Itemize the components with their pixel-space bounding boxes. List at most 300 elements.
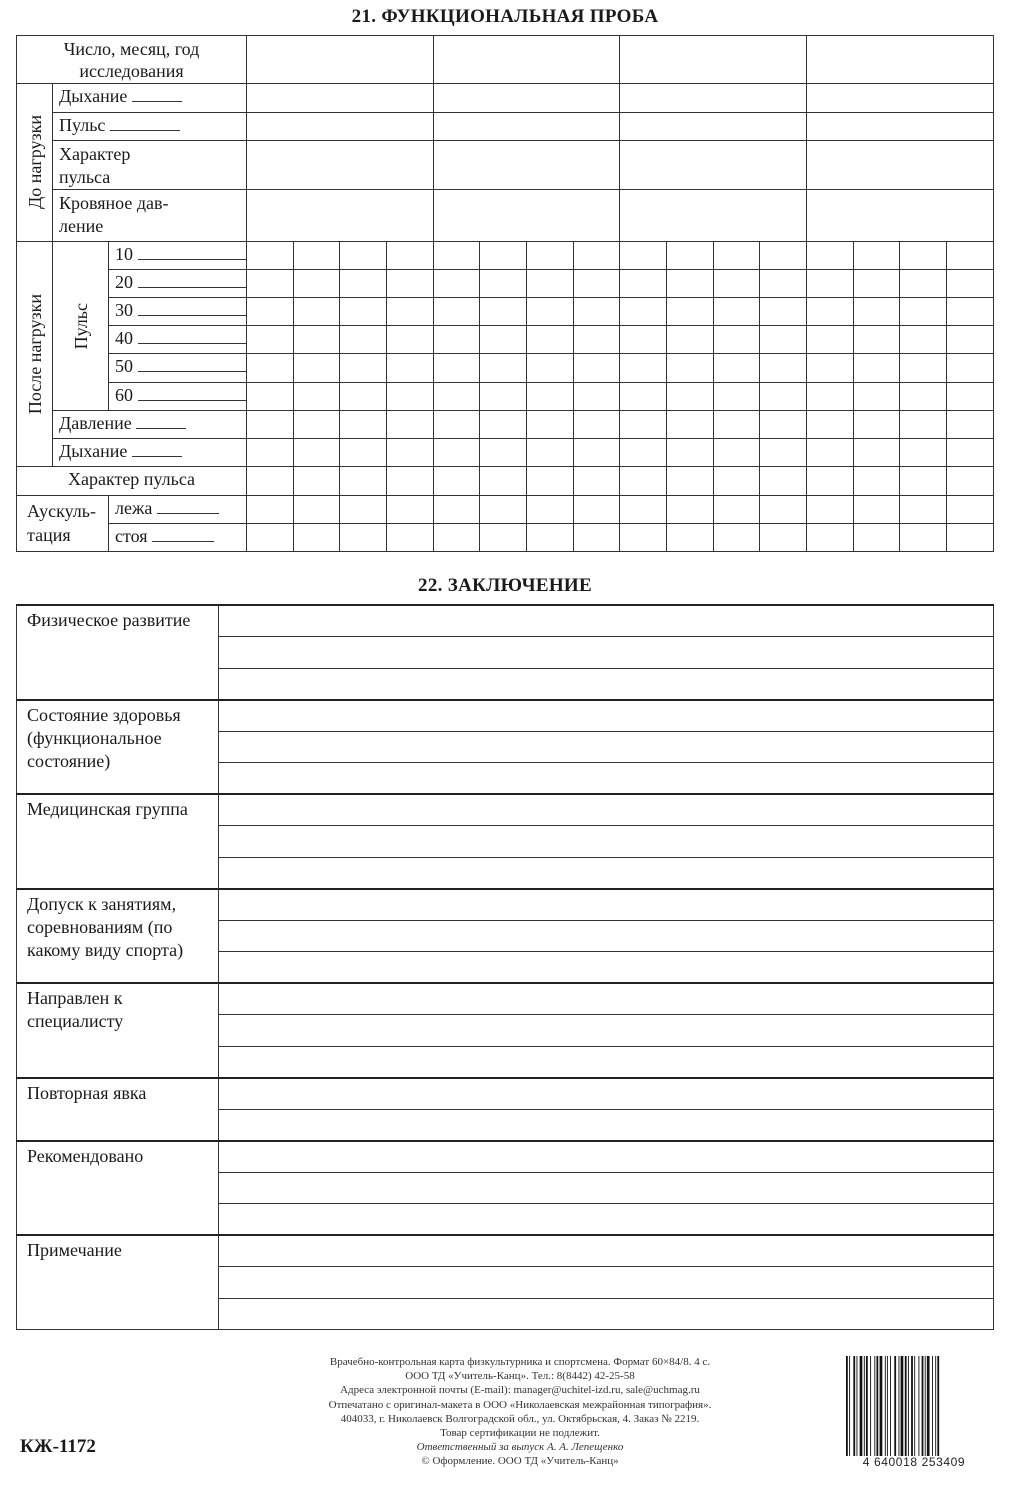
narrow-value-cell[interactable] — [480, 269, 527, 297]
narrow-value-cell[interactable] — [947, 382, 994, 410]
narrow-value-cell[interactable] — [900, 410, 947, 438]
narrow-value-cell[interactable] — [900, 523, 947, 551]
narrow-value-cell[interactable] — [573, 354, 620, 382]
narrow-value-cell[interactable] — [713, 241, 760, 269]
narrow-value-cell[interactable] — [900, 354, 947, 382]
before-pulse-label-cell — [53, 112, 247, 140]
narrow-value-cell[interactable] — [480, 523, 527, 551]
narrow-value-cell[interactable] — [293, 523, 340, 551]
narrow-value-cell[interactable] — [713, 382, 760, 410]
narrow-value-cell[interactable] — [900, 298, 947, 326]
narrow-value-cell[interactable] — [900, 495, 947, 523]
narrow-value-cell[interactable] — [900, 467, 947, 495]
narrow-value-cell[interactable] — [340, 354, 387, 382]
narrow-value-cell[interactable] — [760, 410, 807, 438]
narrow-value-cell[interactable] — [853, 439, 900, 467]
narrow-value-cell[interactable] — [853, 269, 900, 297]
auscultation-label: Аускуль-тация — [27, 500, 96, 545]
narrow-value-cell[interactable] — [247, 382, 294, 410]
conclusion-label: Состояние здоровья (функциональное состояние) — [27, 704, 181, 771]
narrow-value-cell[interactable] — [760, 439, 807, 467]
narrow-value-cell[interactable] — [807, 495, 854, 523]
narrow-value-cell[interactable] — [293, 382, 340, 410]
date-header-label: Число, месяц, год исследования — [63, 38, 200, 81]
underline — [138, 299, 247, 316]
conclusion-write-line[interactable] — [219, 1015, 994, 1047]
conclusion-write-line[interactable] — [219, 857, 994, 889]
imprint-line: Адреса электронной почты (E-mail): manager@uchitel-izd.ru, sale@uchmag.ru — [340, 1384, 700, 1397]
narrow-value-cell[interactable] — [713, 298, 760, 326]
narrow-value-cell[interactable] — [433, 326, 480, 354]
narrow-value-cell[interactable] — [340, 241, 387, 269]
narrow-value-cell[interactable] — [433, 439, 480, 467]
conclusion-label-cell — [17, 700, 219, 795]
narrow-value-cell[interactable] — [387, 467, 434, 495]
after-pulse-60-cell — [109, 382, 247, 410]
narrow-value-cell[interactable] — [340, 410, 387, 438]
barcode-bar — [922, 1356, 924, 1456]
value-cell[interactable] — [807, 190, 994, 241]
narrow-value-cell[interactable] — [527, 382, 574, 410]
narrow-value-cell[interactable] — [387, 382, 434, 410]
narrow-value-cell[interactable] — [807, 410, 854, 438]
barcode-bar — [901, 1356, 904, 1456]
narrow-value-cell[interactable] — [760, 326, 807, 354]
barcode-bar — [932, 1356, 933, 1456]
narrow-value-cell[interactable] — [713, 326, 760, 354]
narrow-value-cell[interactable] — [760, 298, 807, 326]
barcode-bar — [874, 1356, 875, 1456]
imprint-line: Товар сертификации не подлежит. — [440, 1427, 600, 1440]
narrow-value-cell[interactable] — [853, 495, 900, 523]
narrow-value-cell[interactable] — [293, 326, 340, 354]
date-header-cell — [17, 36, 247, 84]
date-cell-4[interactable] — [807, 36, 994, 84]
narrow-value-cell[interactable] — [340, 269, 387, 297]
conclusion-write-line[interactable] — [219, 1298, 994, 1330]
narrow-value-cell[interactable] — [387, 326, 434, 354]
value-cell[interactable] — [247, 84, 434, 112]
conclusion-label: Примечание — [27, 1240, 122, 1260]
underline — [110, 114, 180, 131]
narrow-value-cell[interactable] — [900, 382, 947, 410]
barcode-bar — [935, 1356, 936, 1456]
value-cell[interactable] — [807, 140, 994, 189]
narrow-value-cell[interactable] — [853, 523, 900, 551]
date-cell-2[interactable] — [433, 36, 620, 84]
narrow-value-cell[interactable] — [433, 495, 480, 523]
narrow-value-cell[interactable] — [667, 495, 714, 523]
narrow-value-cell[interactable] — [713, 269, 760, 297]
narrow-value-cell[interactable] — [713, 523, 760, 551]
narrow-value-cell[interactable] — [340, 523, 387, 551]
conclusion-label-cell — [17, 1078, 219, 1141]
narrow-value-cell[interactable] — [293, 410, 340, 438]
narrow-value-cell[interactable] — [480, 298, 527, 326]
barcode-bar — [857, 1356, 858, 1456]
narrow-value-cell[interactable] — [667, 382, 714, 410]
narrow-value-cell[interactable] — [527, 298, 574, 326]
narrow-value-cell[interactable] — [387, 439, 434, 467]
narrow-value-cell[interactable] — [667, 410, 714, 438]
value-cell[interactable] — [807, 84, 994, 112]
narrow-value-cell[interactable] — [853, 382, 900, 410]
narrow-value-cell[interactable] — [480, 241, 527, 269]
narrow-value-cell[interactable] — [527, 354, 574, 382]
narrow-value-cell[interactable] — [947, 467, 994, 495]
narrow-value-cell[interactable] — [853, 241, 900, 269]
conclusion-write-line[interactable] — [219, 983, 994, 1015]
conclusion-label-cell — [17, 605, 219, 700]
imprint-line: ООО ТД «Учитель-Канц». Тел.: 8(8442) 42-25-58 — [405, 1370, 635, 1383]
barcode-bar — [911, 1356, 913, 1456]
barcode-bar — [905, 1356, 907, 1456]
narrow-value-cell[interactable] — [853, 467, 900, 495]
value-cell[interactable] — [620, 84, 807, 112]
narrow-value-cell[interactable] — [433, 382, 480, 410]
narrow-value-cell[interactable] — [527, 326, 574, 354]
narrow-value-cell[interactable] — [807, 326, 854, 354]
narrow-value-cell[interactable] — [760, 382, 807, 410]
narrow-value-cell[interactable] — [853, 354, 900, 382]
narrow-value-cell[interactable] — [807, 241, 854, 269]
narrow-value-cell[interactable] — [247, 298, 294, 326]
underline — [132, 440, 182, 457]
narrow-value-cell[interactable] — [947, 354, 994, 382]
narrow-value-cell[interactable] — [760, 241, 807, 269]
before-load-label: До нагрузки — [24, 115, 45, 210]
narrow-value-cell[interactable] — [947, 298, 994, 326]
narrow-value-cell[interactable] — [293, 298, 340, 326]
narrow-value-cell[interactable] — [480, 326, 527, 354]
underline — [152, 525, 214, 542]
narrow-value-cell[interactable] — [527, 523, 574, 551]
section-22-title: 22. ЗАКЛЮЧЕНИЕ — [418, 575, 592, 596]
narrow-value-cell[interactable] — [247, 241, 294, 269]
after-pressure-cell — [53, 410, 247, 438]
value-cell[interactable] — [433, 140, 620, 189]
barcode-bar — [864, 1356, 865, 1456]
narrow-value-cell[interactable] — [667, 298, 714, 326]
value-cell[interactable] — [620, 190, 807, 241]
value-cell[interactable] — [620, 140, 807, 189]
conclusion-write-line[interactable] — [219, 1109, 994, 1141]
narrow-value-cell[interactable] — [573, 298, 620, 326]
narrow-value-cell[interactable] — [947, 326, 994, 354]
narrow-value-cell[interactable] — [527, 467, 574, 495]
barcode-bar — [887, 1356, 888, 1456]
functional-test-table — [16, 35, 994, 552]
narrow-value-cell[interactable] — [293, 269, 340, 297]
narrow-value-cell[interactable] — [713, 354, 760, 382]
value-cell[interactable] — [247, 112, 434, 140]
narrow-value-cell[interactable] — [293, 495, 340, 523]
narrow-value-cell[interactable] — [807, 439, 854, 467]
narrow-value-cell[interactable] — [900, 269, 947, 297]
narrow-value-cell[interactable] — [480, 439, 527, 467]
narrow-value-cell[interactable] — [480, 467, 527, 495]
narrow-value-cell[interactable] — [247, 467, 294, 495]
conclusion-write-line[interactable] — [219, 889, 994, 921]
narrow-value-cell[interactable] — [387, 523, 434, 551]
narrow-value-cell[interactable] — [247, 326, 294, 354]
imprint-line: Отпечатано с оригинал-макета в ООО «Николаевская межрайонная типография». — [328, 1398, 712, 1411]
narrow-value-cell[interactable] — [807, 354, 854, 382]
conclusion-write-line[interactable] — [219, 1141, 994, 1173]
barcode-bar — [914, 1356, 915, 1456]
narrow-value-cell[interactable] — [340, 326, 387, 354]
narrow-value-cell[interactable] — [900, 326, 947, 354]
value-cell[interactable] — [433, 84, 620, 112]
narrow-value-cell[interactable] — [620, 326, 667, 354]
narrow-value-cell[interactable] — [713, 439, 760, 467]
narrow-value-cell[interactable] — [947, 241, 994, 269]
narrow-value-cell[interactable] — [433, 354, 480, 382]
conclusion-write-line[interactable] — [219, 1078, 994, 1110]
narrow-value-cell[interactable] — [527, 269, 574, 297]
narrow-value-cell[interactable] — [853, 326, 900, 354]
conclusion-label: Рекомендовано — [27, 1145, 144, 1166]
barcode-bar — [899, 1356, 900, 1456]
after-load-label: После нагрузки — [24, 293, 45, 415]
narrow-value-cell[interactable] — [387, 354, 434, 382]
before-load-group — [17, 84, 53, 241]
conclusion-write-line[interactable] — [219, 637, 994, 669]
narrow-value-cell[interactable] — [293, 467, 340, 495]
narrow-value-cell[interactable] — [760, 523, 807, 551]
narrow-value-cell[interactable] — [433, 467, 480, 495]
date-cell-3[interactable] — [620, 36, 807, 84]
narrow-value-cell[interactable] — [900, 241, 947, 269]
date-cell-1[interactable] — [247, 36, 434, 84]
narrow-value-cell[interactable] — [527, 410, 574, 438]
narrow-value-cell[interactable] — [807, 382, 854, 410]
conclusion-write-line[interactable] — [219, 700, 994, 732]
narrow-value-cell[interactable] — [947, 410, 994, 438]
conclusion-write-line[interactable] — [219, 920, 994, 952]
narrow-value-cell[interactable] — [620, 523, 667, 551]
narrow-value-cell[interactable] — [247, 439, 294, 467]
before-breathing-label-cell — [53, 84, 247, 112]
narrow-value-cell[interactable] — [620, 241, 667, 269]
conclusion-write-line[interactable] — [219, 826, 994, 858]
narrow-value-cell[interactable] — [340, 467, 387, 495]
narrow-value-cell[interactable] — [667, 326, 714, 354]
before-blood-pressure-label-cell — [53, 190, 247, 241]
auscultation-cell — [17, 495, 109, 551]
after-pulse-30-label: 30 — [115, 300, 133, 321]
before-blood-pressure-label: Кровяное дав-ление — [59, 193, 169, 237]
narrow-value-cell[interactable] — [573, 467, 620, 495]
narrow-value-cell[interactable] — [667, 467, 714, 495]
narrow-value-cell[interactable] — [433, 269, 480, 297]
imprint-line: 404033, г. Николаевск Волгоградской обл., ул. Октябрьская, 4. Заказ № 2219. — [340, 1412, 700, 1425]
auscultation-standing-cell — [109, 523, 247, 551]
barcode-bar — [846, 1356, 848, 1456]
narrow-value-cell[interactable] — [480, 495, 527, 523]
narrow-value-cell[interactable] — [293, 439, 340, 467]
after-breathing-cell — [53, 439, 247, 467]
narrow-value-cell[interactable] — [433, 410, 480, 438]
narrow-value-cell[interactable] — [480, 354, 527, 382]
auscultation-lying-cell — [109, 495, 247, 523]
barcode-bar — [866, 1356, 868, 1456]
narrow-value-cell[interactable] — [340, 382, 387, 410]
after-pulse-60-label: 60 — [115, 384, 133, 405]
narrow-value-cell[interactable] — [807, 269, 854, 297]
conclusion-write-line[interactable] — [219, 1204, 994, 1236]
narrow-value-cell[interactable] — [760, 495, 807, 523]
after-load-group — [17, 241, 53, 467]
narrow-value-cell[interactable] — [573, 241, 620, 269]
narrow-value-cell[interactable] — [620, 410, 667, 438]
narrow-value-cell[interactable] — [387, 269, 434, 297]
value-cell[interactable] — [247, 140, 434, 189]
after-pulse-20-label: 20 — [115, 271, 133, 292]
value-cell[interactable] — [247, 190, 434, 241]
imprint-line: Ответственный за выпуск А. А. Лепещенко — [416, 1441, 624, 1454]
narrow-value-cell[interactable] — [247, 523, 294, 551]
narrow-value-cell[interactable] — [667, 241, 714, 269]
narrow-value-cell[interactable] — [293, 241, 340, 269]
conclusion-label: Медицинская группа — [27, 799, 188, 819]
narrow-value-cell[interactable] — [760, 269, 807, 297]
before-pulse-label: Пульс — [59, 114, 106, 135]
narrow-value-cell[interactable] — [340, 298, 387, 326]
conclusion-write-line[interactable] — [219, 1267, 994, 1299]
barcode-bar — [880, 1356, 883, 1456]
narrow-value-cell[interactable] — [667, 523, 714, 551]
narrow-value-cell[interactable] — [573, 326, 620, 354]
product-code: КЖ-1172 — [20, 1436, 96, 1457]
narrow-value-cell[interactable] — [573, 269, 620, 297]
narrow-value-cell[interactable] — [807, 298, 854, 326]
narrow-value-cell[interactable] — [387, 495, 434, 523]
pulse-character-label: Характер пульса — [67, 469, 196, 490]
narrow-value-cell[interactable] — [620, 382, 667, 410]
narrow-value-cell[interactable] — [573, 495, 620, 523]
conclusion-label: Повторная явка — [27, 1082, 147, 1103]
conclusion-label-cell — [17, 1141, 219, 1236]
narrow-value-cell[interactable] — [947, 439, 994, 467]
narrow-value-cell[interactable] — [573, 523, 620, 551]
narrow-value-cell[interactable] — [340, 439, 387, 467]
narrow-value-cell[interactable] — [713, 467, 760, 495]
narrow-value-cell[interactable] — [247, 410, 294, 438]
underline — [138, 355, 247, 372]
after-pulse-label: Пульс — [70, 302, 91, 349]
narrow-value-cell[interactable] — [387, 241, 434, 269]
narrow-value-cell[interactable] — [620, 439, 667, 467]
narrow-value-cell[interactable] — [573, 439, 620, 467]
narrow-value-cell[interactable] — [480, 410, 527, 438]
imprint-line: © Оформление. ООО ТД «Учитель-Канц» — [421, 1455, 619, 1468]
narrow-value-cell[interactable] — [807, 467, 854, 495]
narrow-value-cell[interactable] — [947, 523, 994, 551]
narrow-value-cell[interactable] — [900, 439, 947, 467]
narrow-value-cell[interactable] — [247, 354, 294, 382]
value-cell[interactable] — [433, 112, 620, 140]
conclusion-write-line[interactable] — [219, 605, 994, 637]
narrow-value-cell[interactable] — [573, 382, 620, 410]
barcode-bar — [870, 1356, 871, 1456]
conclusion-label-cell — [17, 889, 219, 984]
narrow-value-cell[interactable] — [433, 241, 480, 269]
conclusion-write-line[interactable] — [219, 952, 994, 984]
narrow-value-cell[interactable] — [293, 354, 340, 382]
narrow-value-cell[interactable] — [340, 495, 387, 523]
conclusion-write-line[interactable] — [219, 1172, 994, 1204]
barcode-bar — [908, 1356, 909, 1456]
narrow-value-cell[interactable] — [853, 410, 900, 438]
after-pulse-50-cell — [109, 354, 247, 382]
conclusion-write-line[interactable] — [219, 731, 994, 763]
narrow-value-cell[interactable] — [620, 495, 667, 523]
value-cell[interactable] — [620, 112, 807, 140]
conclusion-label-cell — [17, 794, 219, 889]
conclusion-write-line[interactable] — [219, 1046, 994, 1078]
barcode-bar — [890, 1356, 891, 1456]
narrow-value-cell[interactable] — [713, 495, 760, 523]
after-pulse-30-cell — [109, 298, 247, 326]
narrow-value-cell[interactable] — [247, 269, 294, 297]
narrow-value-cell[interactable] — [620, 269, 667, 297]
after-pulse-40-cell — [109, 326, 247, 354]
narrow-value-cell[interactable] — [947, 495, 994, 523]
narrow-value-cell[interactable] — [480, 382, 527, 410]
underline — [138, 384, 247, 401]
narrow-value-cell[interactable] — [713, 410, 760, 438]
narrow-value-cell[interactable] — [620, 298, 667, 326]
narrow-value-cell[interactable] — [667, 354, 714, 382]
pulse-character-cell — [17, 467, 247, 495]
conclusion-label-cell — [17, 1235, 219, 1330]
narrow-value-cell[interactable] — [667, 269, 714, 297]
imprint — [260, 1355, 780, 1469]
underline — [157, 497, 219, 514]
barcode-bar — [860, 1356, 863, 1456]
conclusion-write-line[interactable] — [219, 763, 994, 795]
narrow-value-cell[interactable] — [667, 439, 714, 467]
conclusion-write-line[interactable] — [219, 668, 994, 700]
narrow-value-cell[interactable] — [387, 298, 434, 326]
narrow-value-cell[interactable] — [387, 410, 434, 438]
underline — [132, 85, 182, 102]
narrow-value-cell[interactable] — [620, 467, 667, 495]
narrow-value-cell[interactable] — [760, 354, 807, 382]
narrow-value-cell[interactable] — [527, 241, 574, 269]
before-pulse-character-label-cell — [53, 140, 247, 189]
narrow-value-cell[interactable] — [853, 298, 900, 326]
narrow-value-cell[interactable] — [247, 495, 294, 523]
conclusion-write-line[interactable] — [219, 1235, 994, 1267]
conclusion-write-line[interactable] — [219, 794, 994, 826]
narrow-value-cell[interactable] — [527, 439, 574, 467]
conclusion-label: Допуск к занятиям, соревнованиям (по какому виду спорта) — [27, 893, 184, 960]
narrow-value-cell[interactable] — [573, 410, 620, 438]
after-pulse-50-label: 50 — [115, 356, 133, 377]
after-pulse-group — [53, 241, 109, 410]
value-cell[interactable] — [433, 190, 620, 241]
narrow-value-cell[interactable] — [760, 467, 807, 495]
narrow-value-cell[interactable] — [433, 298, 480, 326]
value-cell[interactable] — [807, 112, 994, 140]
narrow-value-cell[interactable] — [527, 495, 574, 523]
narrow-value-cell[interactable] — [807, 523, 854, 551]
narrow-value-cell[interactable] — [620, 354, 667, 382]
narrow-value-cell[interactable] — [947, 269, 994, 297]
narrow-value-cell[interactable] — [433, 523, 480, 551]
